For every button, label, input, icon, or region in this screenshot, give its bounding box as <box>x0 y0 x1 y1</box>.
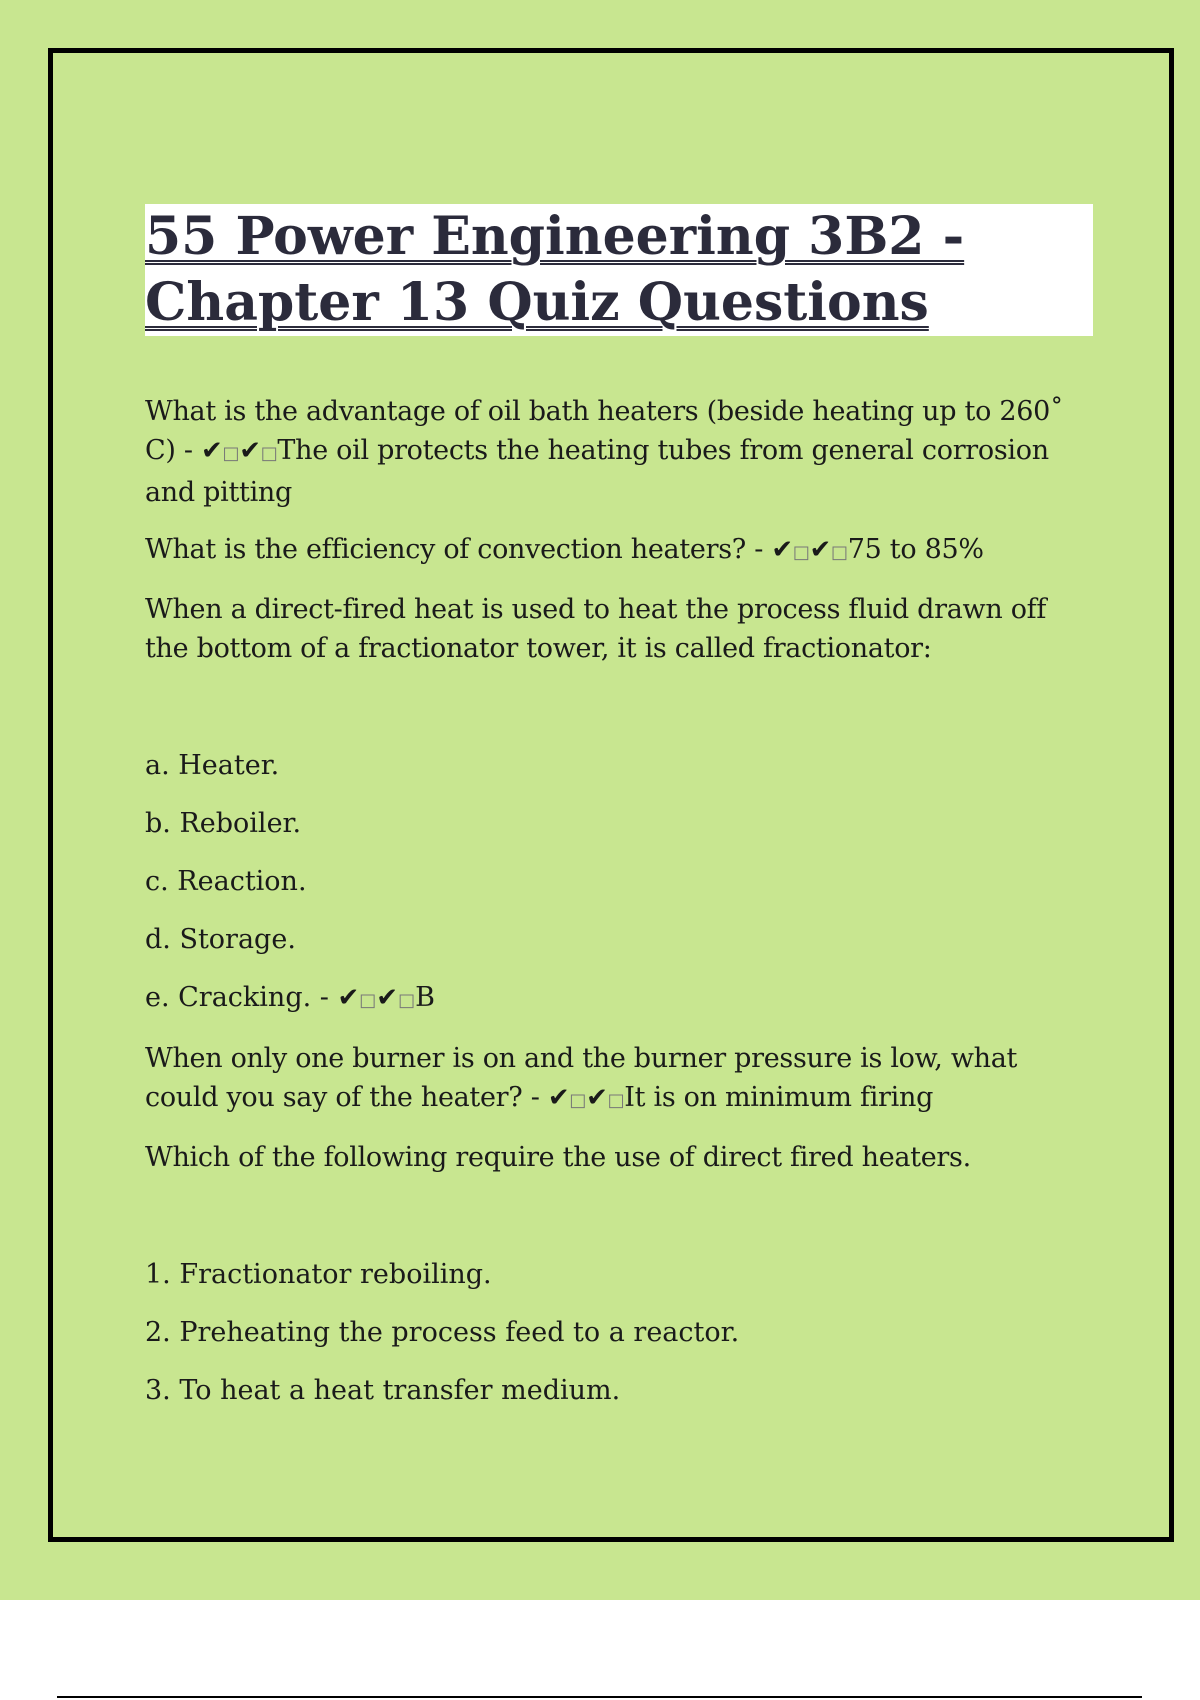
question-3-option: d. Storage. <box>145 924 296 955</box>
title-line-2: Chapter 13 Quiz Questions <box>145 272 929 333</box>
question-3-option: c. Reaction. <box>145 866 307 897</box>
checkmark-icon: ✔ <box>376 983 399 1013</box>
document-title <box>145 204 1091 336</box>
question-5-option: 3. To heat a heat transfer medium. <box>145 1375 621 1406</box>
document-content <box>145 204 1093 1429</box>
question-1 <box>145 392 1093 512</box>
question-4-answer: It is on minimum firing <box>624 1082 934 1113</box>
box-glyph-icon: □ <box>607 1090 625 1111</box>
question-5-text: Which of the following require the use of direct fired heaters. <box>145 1142 971 1173</box>
question-3-option: a. Heater. <box>145 750 280 781</box>
question-3-text: When a direct-fired heat is used to heat the process fluid drawn off the bottom of a fractionator tower, it is called fractionator: <box>145 594 1047 664</box>
box-glyph-icon: □ <box>569 1090 587 1111</box>
question-5-option: 1. Fractionator reboiling. <box>145 1259 492 1290</box>
checkmark-icon: ✔ <box>809 535 832 565</box>
question-2-answer: 75 to 85% <box>847 534 984 565</box>
box-glyph-icon: □ <box>222 443 240 464</box>
box-glyph-icon: □ <box>398 990 416 1011</box>
question-5 <box>145 1138 1093 1177</box>
question-3 <box>145 590 1093 668</box>
question-3-answer: B <box>415 982 435 1013</box>
footer-divider <box>57 1696 1142 1698</box>
checkmark-icon: ✔ <box>547 1083 570 1113</box>
title-line-1: 55 Power Engineering 3B2 - <box>145 206 965 267</box>
box-glyph-icon: □ <box>260 443 278 464</box>
question-3-last-option-text: e. Cracking. - <box>145 982 338 1013</box>
question-3-option: b. Reboiler. <box>145 808 302 839</box>
question-4-text: When only one burner is on and the burner pressure is low, what could you say of the heater? - <box>145 1043 1018 1113</box>
box-glyph-icon: □ <box>792 542 810 563</box>
question-2-text: What is the efficiency of convection heaters? - <box>145 534 772 565</box>
question-4 <box>145 1039 1093 1120</box>
question-5-option: 2. Preheating the process feed to a reactor. <box>145 1317 740 1348</box>
question-1-answer: The oil protects the heating tubes from general corrosion and pitting <box>145 435 1049 508</box>
question-2 <box>145 530 1093 572</box>
checkmark-icon: ✔ <box>337 983 360 1013</box>
box-glyph-icon: □ <box>359 990 377 1011</box>
title-box <box>145 204 1093 336</box>
box-glyph-icon: □ <box>831 542 848 563</box>
checkmark-icon: ✔ <box>200 436 223 466</box>
checkmark-icon: ✔ <box>586 1083 608 1113</box>
checkmark-icon: ✔ <box>239 436 261 466</box>
checkmark-icon: ✔ <box>771 535 793 565</box>
question-1-text: What is the advantage of oil bath heaters (beside heating up to 260˚ C) - <box>145 396 1064 466</box>
question-3-option-last <box>145 978 1093 1020</box>
